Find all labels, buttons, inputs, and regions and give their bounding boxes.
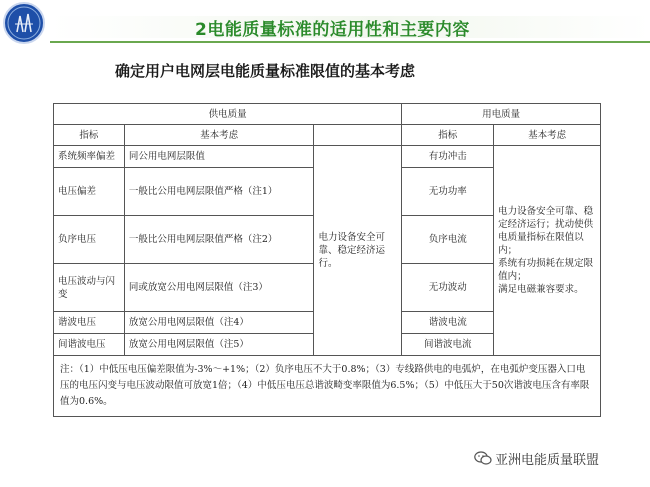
table-group-header-row (54, 104, 601, 125)
use-index-cell: 负序电流 (402, 216, 494, 264)
wechat-icon (474, 451, 492, 470)
supply-index-cell: 负序电压 (54, 216, 125, 264)
table-note: 注：（1）中低压电压偏差限值为-3%～+1%；（2）负序电压不大于0.8%；（3）专线路供电的电弧炉，在电弧炉变压器入口电压的电压闪变与电压波动限值可放宽1倍；（4）中低压电压总谐波畸变率限值为6.5%；（5）中低压大于50次谐波电压含有率限值为0.6%。 (54, 356, 601, 417)
header-index-use: 指标 (402, 125, 494, 146)
header-blank (314, 125, 402, 146)
supply-summary-cell: 电力设备安全可靠、稳定经济运行。 (314, 146, 402, 356)
use-index-cell: 有功冲击 (402, 146, 494, 168)
group-use-quality: 用电质量 (402, 104, 601, 125)
header-index: 指标 (54, 125, 125, 146)
title-divider (50, 41, 650, 43)
supply-index-cell: 系统频率偏差 (54, 146, 125, 168)
use-index-cell: 间谐波电流 (402, 334, 494, 356)
supply-index-cell: 谐波电压 (54, 312, 125, 334)
use-index-cell: 无功波动 (402, 264, 494, 312)
organization-logo (3, 2, 45, 44)
table-note-row (54, 356, 601, 417)
header-bar (0, 0, 650, 50)
use-summary-line: 满足电磁兼容要求。 (498, 284, 584, 295)
header-basic-use: 基本考虑 (494, 125, 601, 146)
standards-table (53, 103, 601, 417)
supply-index-cell: 电压偏差 (54, 168, 125, 216)
use-summary-cell (494, 146, 601, 356)
supply-basic-cell: 放宽公用电网层限值（注4） (124, 312, 314, 334)
supply-basic-cell: 一般比公用电网层限值严格（注2） (124, 216, 314, 264)
use-summary-line: 系统有功损耗在规定限值内； (498, 258, 594, 282)
supply-index-cell: 电压波动与闪变 (54, 264, 125, 312)
supply-basic-cell: 同公用电网层限值 (124, 146, 314, 168)
supply-basic-cell: 一般比公用电网层限值严格（注1） (124, 168, 314, 216)
table-row (54, 146, 601, 168)
use-index-cell: 无功功率 (402, 168, 494, 216)
footer-brand (474, 449, 599, 470)
page-title: 2电能质量标准的适用性和主要内容 (195, 20, 470, 40)
header-basic: 基本考虑 (124, 125, 314, 146)
use-index-cell: 谐波电流 (402, 312, 494, 334)
supply-basic-cell: 同或放宽公用电网层限值（注3） (124, 264, 314, 312)
footer-brand-text: 亚洲电能质量联盟 (495, 453, 600, 468)
section-subtitle: 确定用户电网层电能质量标准限值的基本考虑 (115, 62, 416, 80)
supply-basic-cell: 放宽公用电网层限值（注5） (124, 334, 314, 356)
supply-index-cell: 间谐波电压 (54, 334, 125, 356)
group-supply-quality: 供电质量 (54, 104, 402, 125)
table-column-header-row (54, 125, 601, 146)
use-summary-line: 电力设备安全可靠、稳定经济运行；扰动使供电质量指标在限值以内； (498, 206, 594, 256)
